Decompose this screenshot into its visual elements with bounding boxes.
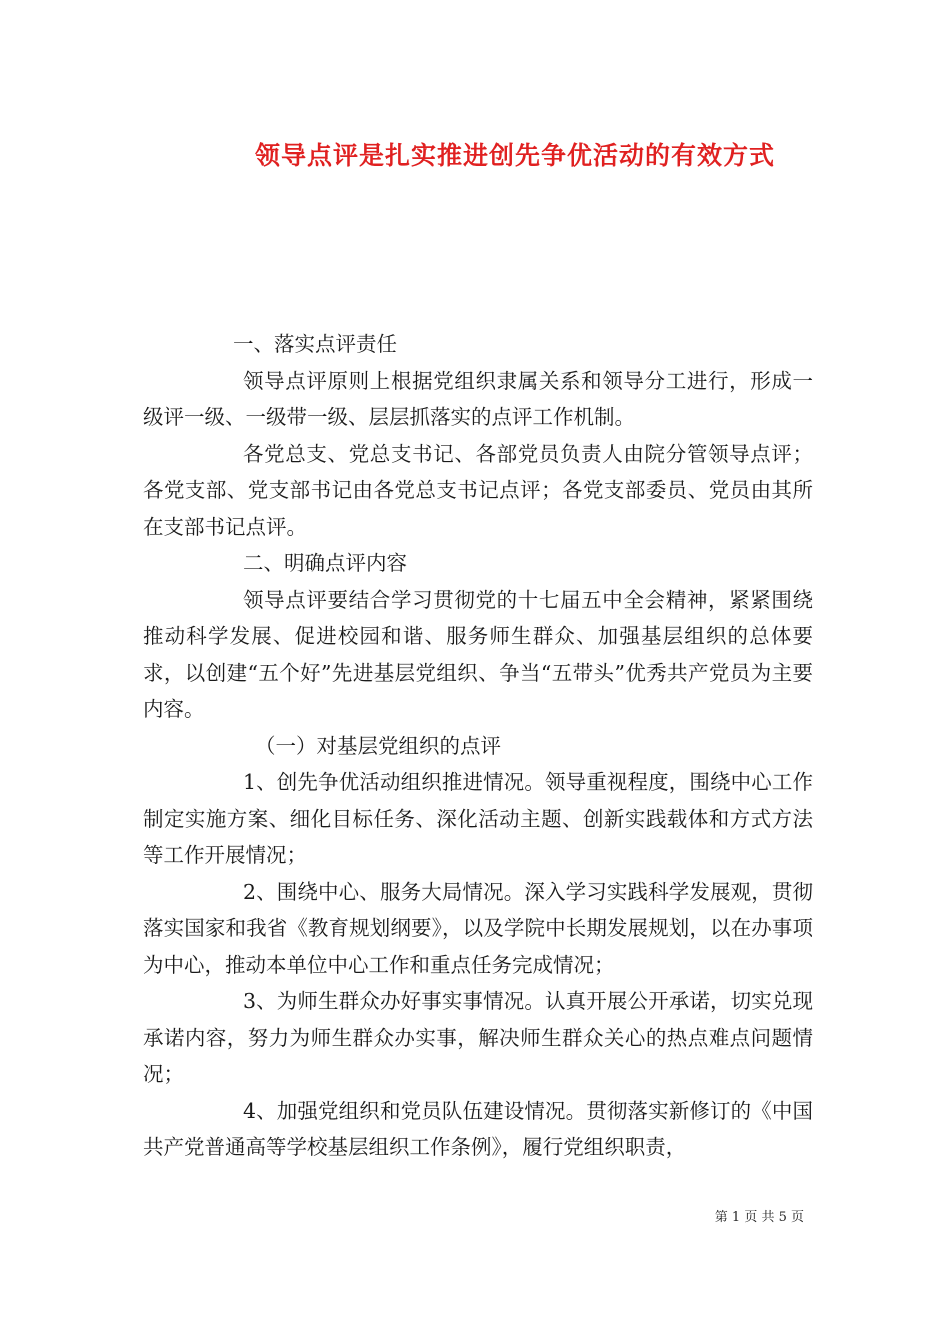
sub-heading: （一）对基层党组织的点评 <box>255 733 501 758</box>
document-title: 领导点评是扎实推进创先争优活动的有效方式 <box>254 141 775 170</box>
list-item: 4、加强党组织和党员队伍建设情况。贯彻落实新修订的《中国共产党普通高等学校基层组织工作条例》，履行党组织职责， <box>143 1098 813 1159</box>
list-item: 3、为师生群众办好事实事情况。认真开展公开承诺，切实兑现承诺内容，努力为师生群众办实事，解决师生群众关心的热点难点问题情况； <box>143 989 813 1086</box>
section-heading-1: 一、落实点评责任 <box>233 332 397 356</box>
list-item: 1、创先争优活动组织推进情况。领导重视程度，围绕中心工作制定实施方案、细化目标任务、深化活动主题、创新实践载体和方式方法等工作开展情况； <box>143 770 813 867</box>
paragraph: 各党总支、党总支书记、各部党员负责人由院分管领导点评；各党支部、党支部书记由各党总支书记点评；各党支部委员、党员由其所在支部书记点评。 <box>143 441 813 539</box>
paragraph: 领导点评原则上根据党组织隶属关系和领导分工进行，形成一级评一级、一级带一级、层层抓落实的点评工作机制。 <box>143 368 813 429</box>
paragraph: 领导点评要结合学习贯彻党的十七届五中全会精神，紧紧围绕推动科学发展、促进校园和谐、服务师生群众、加强基层组织的总体要求，以创建“五个好”先进基层党组织、争当“五带头”优秀共产党员为主要内容。 <box>143 587 813 721</box>
page-number-footer: 第 1 页 共 5 页 <box>714 1210 804 1225</box>
list-item: 2、围绕中心、服务大局情况。深入学习实践科学发展观，贯彻落实国家和我省《教育规划纲要》，以及学院中长期发展规划，以在办事项为中心，推动本单位中心工作和重点任务完成情况； <box>143 879 813 977</box>
section-heading-2: 二、明确点评内容 <box>243 551 407 575</box>
document-body <box>143 326 813 1166</box>
